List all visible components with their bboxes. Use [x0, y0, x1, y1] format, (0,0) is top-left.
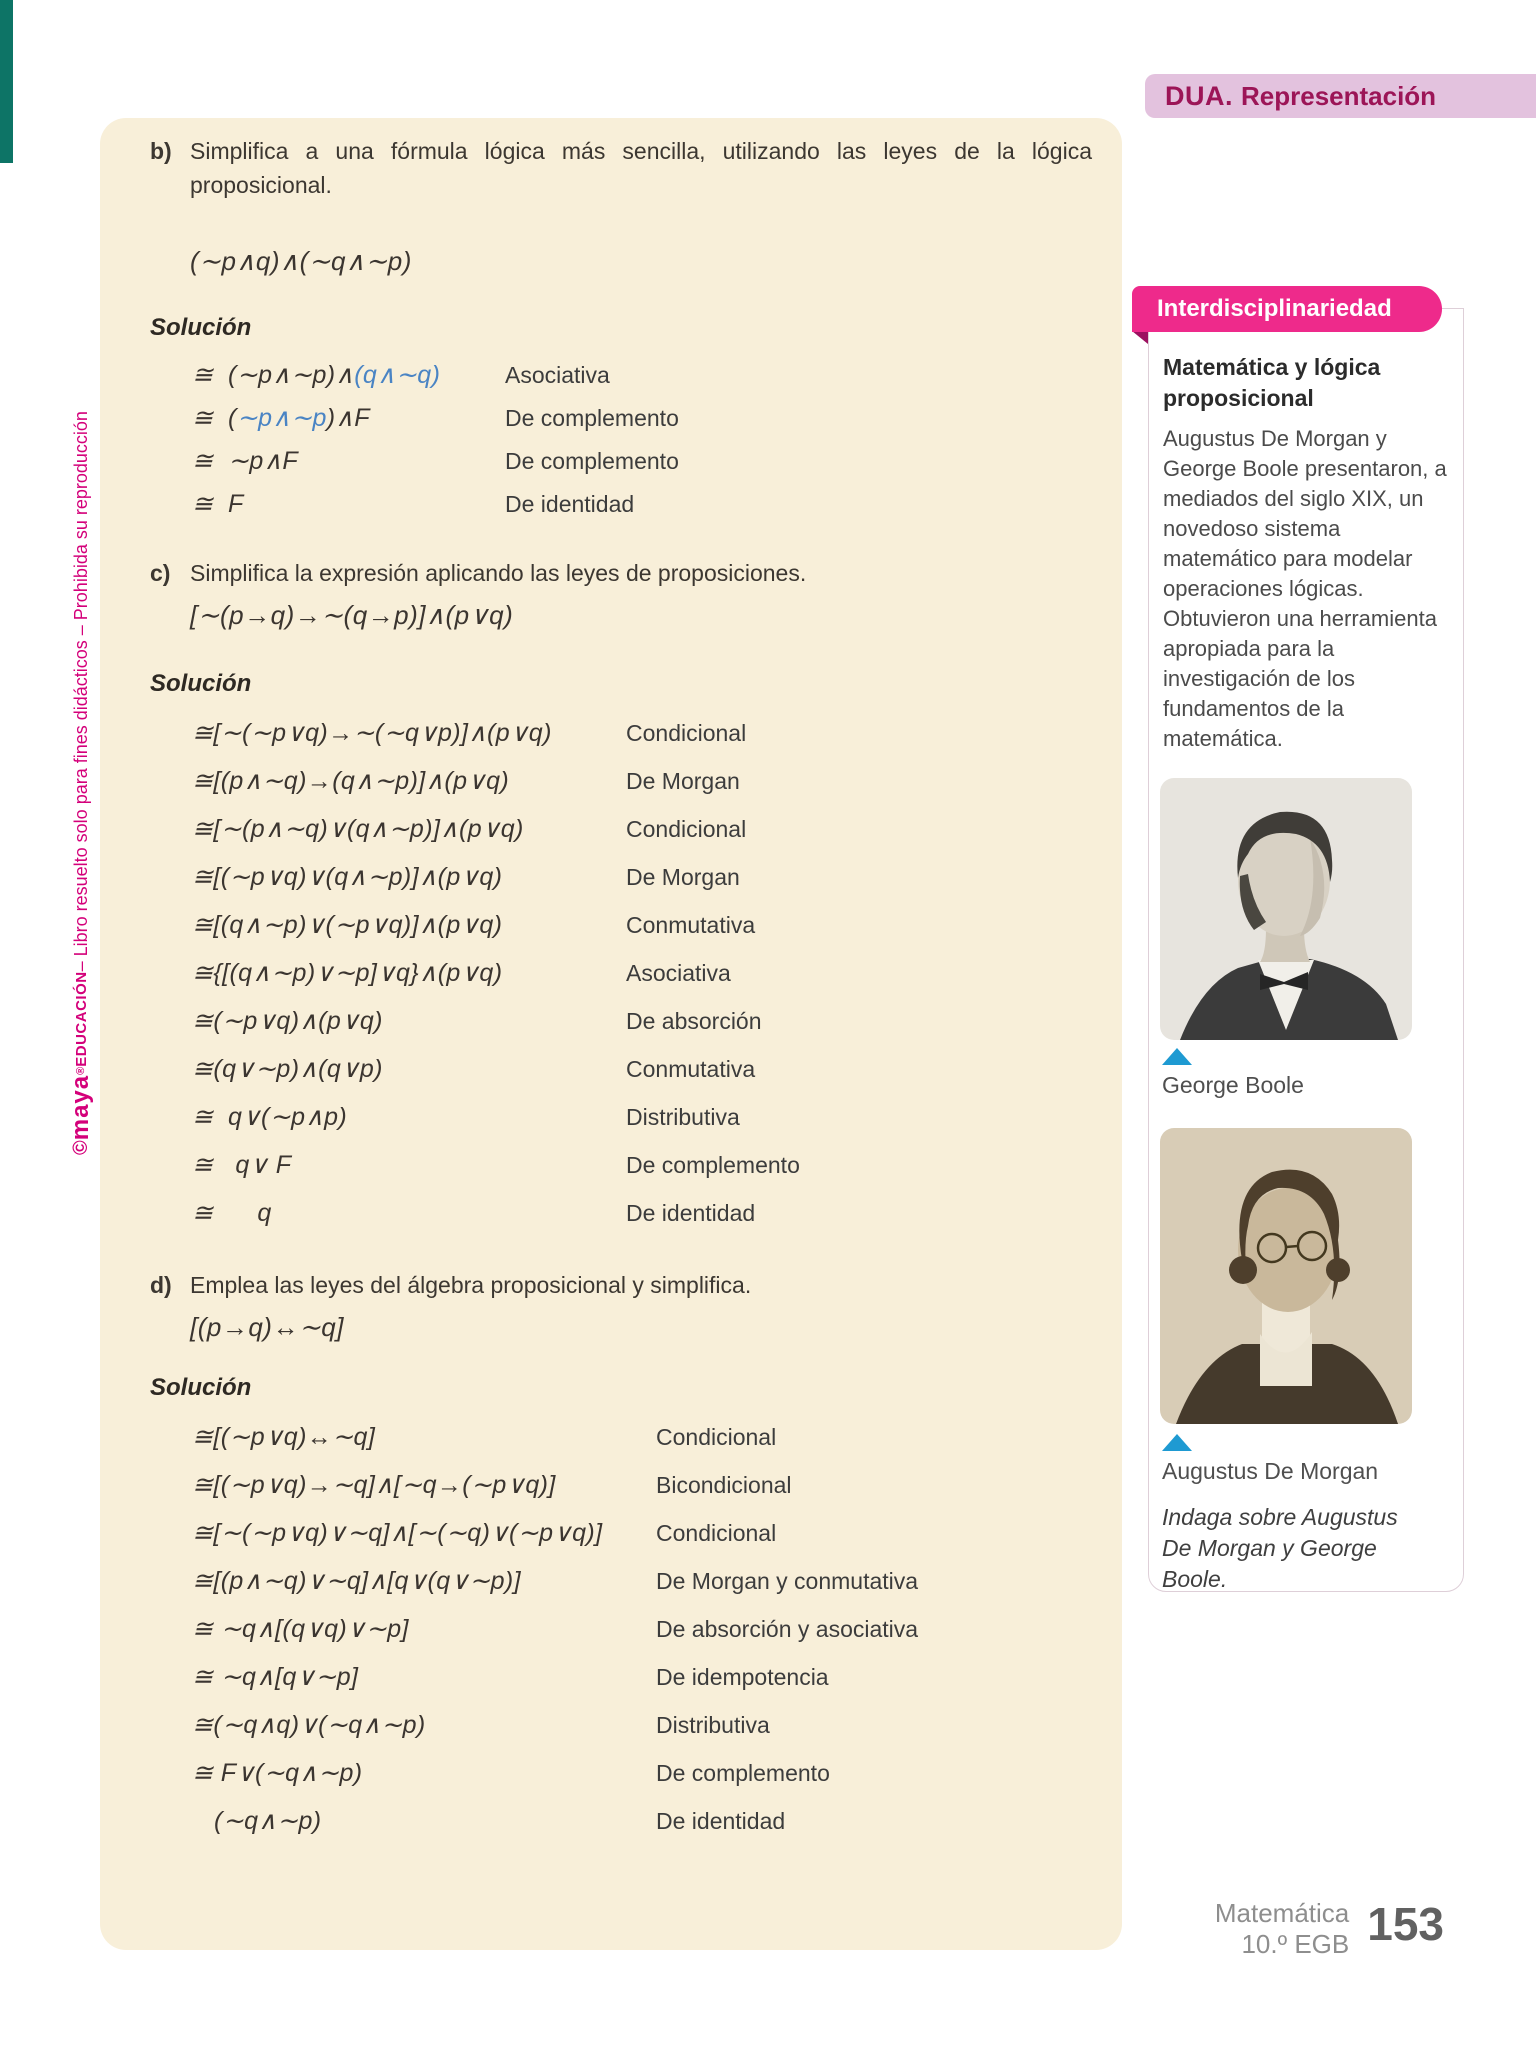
step-law-label: Condicional	[656, 1520, 777, 1546]
dua-label: DUA.	[1165, 80, 1233, 111]
step-formula: (∼q∧∼p)	[192, 1807, 322, 1835]
copyright-symbol: ©	[69, 1140, 92, 1155]
solution-step	[192, 1198, 1112, 1246]
solution-step	[192, 766, 1112, 814]
step-law-label: De identidad	[505, 491, 635, 517]
step-law-label: Asociativa	[626, 960, 731, 986]
step-formula: ≅[(p∧∼q)→(q∧∼p)]∧(p∨q)	[192, 767, 510, 795]
step-law-label: De complemento	[505, 405, 679, 431]
de-morgan-caption: Augustus De Morgan	[1162, 1458, 1379, 1484]
exercise-d-label: d)	[150, 1272, 172, 1298]
step-formula: ≅(∼q∧q)∨(∼q∧∼p)	[192, 1711, 426, 1739]
publisher-credit-vertical	[66, 410, 96, 1155]
sidebar-heading: Matemática y lógica proposicional	[1163, 354, 1381, 411]
exercise-c-solution-label: Solución	[150, 670, 252, 697]
solution-step	[192, 1758, 1112, 1806]
page-footer	[1215, 1898, 1444, 1960]
step-formula: ≅ F∨(∼q∧∼p)	[192, 1759, 363, 1787]
step-law-label: De identidad	[626, 1200, 756, 1226]
step-law-label: De complemento	[505, 448, 679, 474]
exercise-b-label: b)	[150, 138, 172, 164]
solution-step	[192, 910, 1112, 958]
footer-grade: 10.º EGB	[1241, 1929, 1350, 1959]
solution-step	[192, 1150, 1112, 1198]
dua-title: Representación	[1241, 80, 1437, 111]
exercise-d-text: Emplea las leyes del álgebra proposicional y simplifica.	[190, 1272, 752, 1298]
solution-step	[192, 1006, 1112, 1054]
step-formula: ≅[(∼p∨q)→∼q]∧[∼q→(∼p∨q)]	[192, 1471, 556, 1499]
exercise-c-label: c)	[150, 560, 171, 586]
solution-step	[192, 1422, 1112, 1470]
augustus-de-morgan-portrait	[1160, 1128, 1412, 1424]
step-formula: ≅ q∨(∼p∧p)	[192, 1103, 348, 1131]
step-law-label: De absorción	[626, 1008, 762, 1034]
exercise-content-box	[100, 118, 1122, 1950]
boole-caption: George Boole	[1162, 1072, 1304, 1098]
step-formula: ≅ ∼p∧F	[192, 447, 299, 475]
footer-course-name: Matemática	[1214, 1898, 1350, 1928]
solution-step	[192, 718, 1112, 766]
step-formula: ≅[∼(∼p∨q)∨∼q]∧[∼(∼q)∨(∼p∨q)]	[192, 1519, 603, 1547]
step-law-label: De complemento	[626, 1152, 800, 1178]
exercise-d-solution-label: Solución	[150, 1374, 252, 1401]
solution-step	[192, 446, 1112, 489]
exercise-b-steps	[192, 360, 1112, 532]
solution-step	[192, 958, 1112, 1006]
step-formula: ≅[∼(∼p∨q)→∼(∼q∨p)]∧(p∨q)	[192, 719, 552, 747]
step-law-label: Conmutativa	[626, 912, 756, 938]
step-formula: ≅(∼p∨q)∧(p∨q)	[192, 1007, 383, 1035]
step-law-label: Condicional	[656, 1424, 777, 1450]
step-formula: ≅ q	[192, 1199, 272, 1227]
interdisciplinary-tab-label: Interdisciplinariedad	[1157, 295, 1392, 322]
step-law-label: De identidad	[656, 1808, 786, 1834]
exercise-c-formula: [∼(p→q)→∼(q→p)]∧(p∨q)	[190, 600, 514, 630]
footer-course	[1215, 1898, 1349, 1960]
solution-step	[192, 1566, 1112, 1614]
solution-step	[192, 1806, 1112, 1854]
dua-banner	[1145, 74, 1536, 118]
tab-fold	[1132, 331, 1148, 344]
step-formula: ≅ F	[192, 490, 244, 518]
step-law-label: Distributiva	[626, 1104, 740, 1130]
step-law-label: Condicional	[626, 816, 747, 842]
solution-step	[192, 1662, 1112, 1710]
step-formula: ≅[(p∧∼q)∨∼q]∧[q∨(q∨∼p)]	[192, 1567, 521, 1595]
interdisciplinary-tab	[1132, 286, 1442, 332]
solution-step	[192, 814, 1112, 862]
george-boole-portrait	[1160, 778, 1412, 1040]
step-law-label: De Morgan y conmutativa	[656, 1568, 919, 1594]
step-formula: ≅ (∼p∧∼p)∧(q∧∼q)	[192, 361, 441, 389]
exercise-c-prompt	[150, 556, 1092, 590]
publisher-name: EDUCACIÓN	[72, 971, 90, 1067]
step-formula: ≅[∼(p∧∼q)∨(q∧∼p)]∧(p∨q)	[192, 815, 524, 843]
exercise-d-steps	[192, 1422, 1112, 1854]
solution-step	[192, 1470, 1112, 1518]
step-formula: ≅[(∼p∨q)↔∼q]	[192, 1423, 376, 1451]
step-formula: ≅ q∨ F	[192, 1151, 292, 1179]
step-law-label: De Morgan	[626, 768, 740, 794]
step-formula: ≅ ∼q∧[(q∨q)∨∼p]	[192, 1615, 409, 1643]
publisher-logo: maya	[67, 1074, 94, 1141]
exercise-b-formula: (∼p∧q)∧(∼q∧∼p)	[190, 246, 412, 276]
step-formula: ≅[(q∧∼p)∨(∼p∨q)]∧(p∨q)	[192, 911, 503, 939]
sidebar-activity-note: Indaga sobre Augustus De Morgan y George Boole.	[1162, 1504, 1398, 1592]
sidebar-body-text: Augustus De Morgan y George Boole presentaron, a mediados del siglo XIX, un novedoso sistema matemático para modelar operaciones lógicas. Obtuvieron una herramienta apropiada para la investigación de los fundamentos de la matemática.	[1163, 426, 1447, 751]
exercise-c-steps	[192, 718, 1112, 1246]
solution-step	[192, 1710, 1112, 1758]
solution-step	[192, 1518, 1112, 1566]
step-law-label: De complemento	[656, 1760, 830, 1786]
step-law-label: Distributiva	[656, 1712, 770, 1738]
step-formula: ≅[(∼p∨q)∨(q∧∼p)]∧(p∨q)	[192, 863, 503, 891]
step-law-label: Bicondicional	[656, 1472, 792, 1498]
solution-step	[192, 403, 1112, 446]
solution-step	[192, 862, 1112, 910]
step-formula: ≅(q∨∼p)∧(q∨p)	[192, 1055, 383, 1083]
step-formula: ≅ (∼p∧∼p)∧F	[192, 404, 370, 432]
solution-step	[192, 360, 1112, 403]
exercise-b-text: Simplifica a una fórmula lógica más sencilla, utilizando las leyes de la lógica proposicional.	[190, 138, 1092, 198]
exercise-d-formula: [(p→q)↔∼q]	[190, 1312, 344, 1342]
step-law-label: De idempotencia	[656, 1664, 829, 1690]
step-formula: ≅{[(q∧∼p)∨∼p]∨q}∧(p∨q)	[192, 959, 503, 987]
page-number: 153	[1367, 1898, 1444, 1950]
exercise-b-solution-label: Solución	[150, 314, 252, 341]
exercise-b-prompt	[150, 134, 1092, 202]
step-law-label: De Morgan	[626, 864, 740, 890]
exercise-c-text: Simplifica la expresión aplicando las leyes de proposiciones.	[190, 560, 807, 586]
step-law-label: Asociativa	[505, 362, 610, 388]
solution-step	[192, 1054, 1112, 1102]
corner-accent-bar	[0, 0, 13, 163]
solution-step	[192, 489, 1112, 532]
registered-symbol: ®	[75, 1066, 87, 1075]
solution-step	[192, 1614, 1112, 1662]
step-law-label: Conmutativa	[626, 1056, 756, 1082]
step-formula: ≅ ∼q∧[q∨∼p]	[192, 1663, 359, 1691]
step-law-label: Condicional	[626, 720, 747, 746]
credit-text: – Libro resuelto solo para fines didácticos – Prohibida su reproducción	[70, 411, 91, 972]
step-law-label: De absorción y asociativa	[656, 1616, 919, 1642]
exercise-d-prompt	[150, 1268, 1092, 1302]
solution-step	[192, 1102, 1112, 1150]
